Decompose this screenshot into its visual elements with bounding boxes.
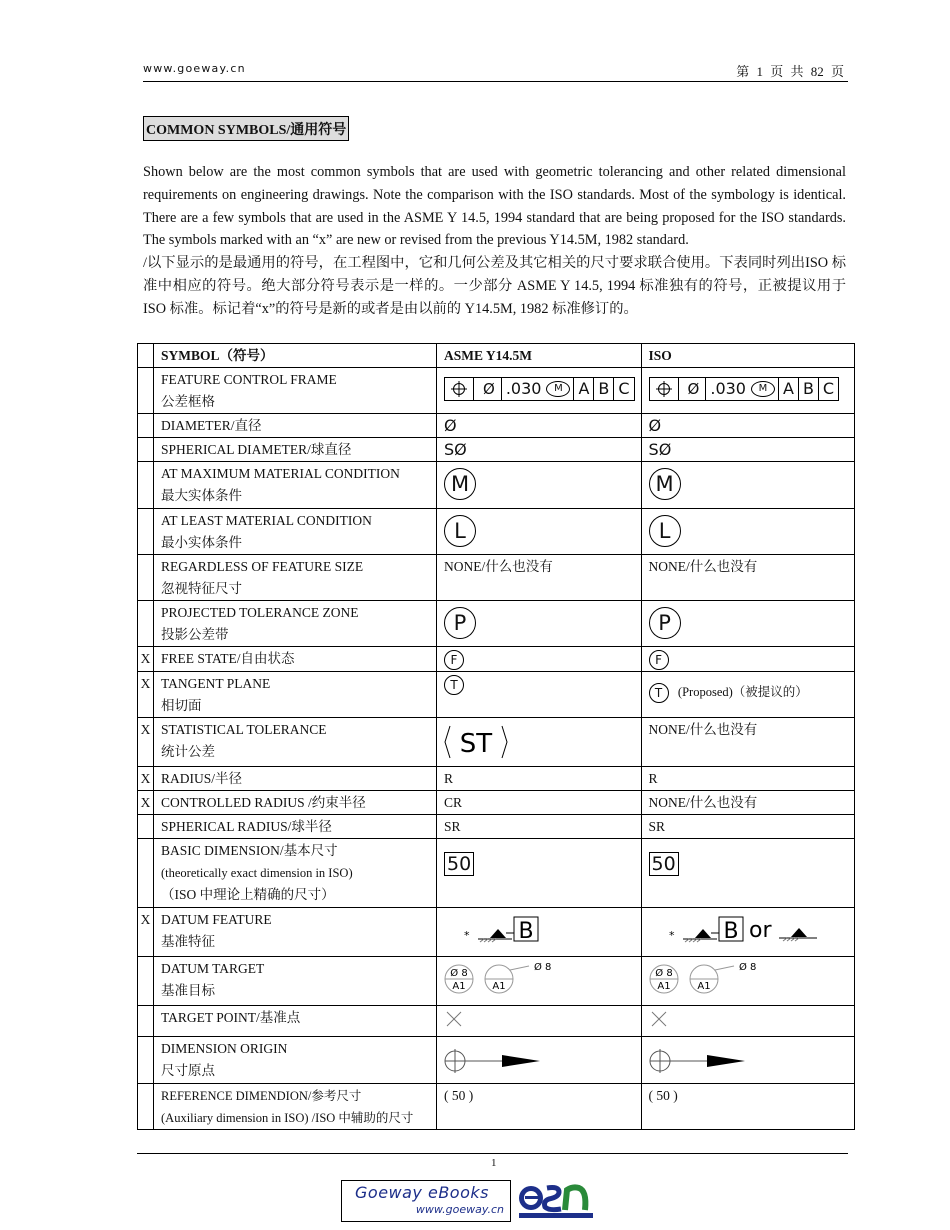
lmc-symbol: L <box>444 515 476 547</box>
datum-target-symbol <box>444 958 564 998</box>
footer-rule <box>137 1153 848 1154</box>
feature-control-frame: Ø .030 M A B C <box>649 377 840 401</box>
table-row: TARGET POINT/基准点 <box>138 1006 855 1037</box>
free-state-symbol: F <box>444 650 464 670</box>
table-row: FEATURE CONTROL FRAME 公差框格 Ø .030 M A B C Ø .030 M A B C <box>138 368 855 414</box>
tangent-plane-symbol: T <box>649 683 669 703</box>
svg-text:or: or <box>748 918 772 943</box>
table-row: X STATISTICAL TOLERANCE 统计公差 ST NONE/什么也没有 <box>138 718 855 767</box>
svg-text:ST: ST <box>459 729 493 759</box>
header-asme: ASME Y14.5M <box>437 344 642 368</box>
free-state-symbol: F <box>649 650 669 670</box>
dimension-origin-symbol <box>649 1046 749 1076</box>
svg-text:A1: A1 <box>656 981 671 992</box>
lmc-symbol: L <box>649 515 681 547</box>
table-row: SPHERICAL RADIUS/球半径 SR SR <box>138 815 855 839</box>
svg-text:A1: A1 <box>452 981 466 992</box>
symbols-table <box>137 343 855 1130</box>
tangent-plane-symbol: T <box>444 675 464 695</box>
basic-dimension-box: 50 <box>444 852 474 876</box>
table-row: AT MAXIMUM MATERIAL CONDITION 最大实体条件 M M <box>138 462 855 509</box>
svg-text:Ø 8: Ø 8 <box>654 968 673 979</box>
diameter-icon: Ø <box>483 380 495 398</box>
fcf-iso <box>641 368 854 414</box>
goeway-ebooks-logo: Goeway eBooks www.goeway.cn <box>341 1180 511 1222</box>
table-header-row <box>138 344 855 368</box>
datum-feature-symbol <box>649 909 829 949</box>
table-row: X FREE STATE/自由状态 F F <box>138 647 855 672</box>
svg-text:B: B <box>518 919 534 944</box>
table-row: PROJECTED TOLERANCE ZONE 投影公差带 P P <box>138 601 855 647</box>
section-title: COMMON SYMBOLS/通用符号 <box>143 116 349 141</box>
page-number: 1 <box>491 1157 497 1169</box>
mmc-symbol: M <box>649 468 681 500</box>
intro-english: Shown below are the most common symbols that are used with geometric tolerancing and other related dimensional requirements on engineering drawings. Note the comparison with the ISO standards. Most of the symbology is identical. There are a few symbols that are used in the ASME Y 14.5, 1994 standard that are being proposed for the ISO standards. The symbols marked with an “x” are new or revised from the previous Y14.5M, 1982 standard. <box>143 164 846 249</box>
table-row: SPHERICAL DIAMETER/球直径 SØ SØ <box>138 438 855 462</box>
datum-target-symbol <box>649 958 769 998</box>
basic-dimension-box: 50 <box>649 852 679 876</box>
table-row: DIMENSION ORIGIN 尺寸原点 <box>138 1037 855 1084</box>
table-row: AT LEAST MATERIAL CONDITION 最小实体条件 L L <box>138 509 855 555</box>
esn-logo-icon <box>517 1180 595 1220</box>
header-site: www.goeway.cn <box>143 62 246 75</box>
table-row: REFERENCE DIMENDION/参考尺寸 (Auxiliary dimension in ISO) /ISO 中辅助的尺寸 ( 50 ) ( 50 ) <box>138 1084 855 1130</box>
svg-text:Ø 8: Ø 8 <box>738 962 756 973</box>
position-icon <box>650 378 678 400</box>
projected-zone-symbol: P <box>444 607 476 639</box>
intro-chinese: /以下显示的是最通用的符号，在工程图中，它和几何公差及其它相关的尺寸要求联合使用。下表同时列出ISO 标准中相应的符号。绝大部分符号表示是一样的。一少部分 ASME Y 14.5, 1994 标准独有的符号，正被提议用于 ISO 标准。标记着“x”的符号是新的或者是由以前的 Y14.5M, 1982 标准修订的。 <box>143 255 846 317</box>
mmc-symbol: M <box>444 468 476 500</box>
projected-zone-symbol: P <box>649 607 681 639</box>
header-page-info: 第 1 页 共 82 页 <box>736 64 844 79</box>
svg-text:*: * <box>464 929 470 942</box>
statistical-tolerance-symbol <box>444 725 508 759</box>
feature-control-frame: Ø .030 M A B C <box>444 377 635 401</box>
diameter-icon: Ø <box>687 380 700 398</box>
table-row: DIAMETER/直径 Ø Ø <box>138 414 855 438</box>
table-row: X TANGENT PLANE 相切面 T T (Proposed)（被提议的） <box>138 672 855 718</box>
header-symbol: SYMBOL（符号） <box>154 344 437 368</box>
table-row: X DATUM FEATURE 基准特征 * B * B or <box>138 908 855 957</box>
proposed-note: (Proposed)（被提议的） <box>677 685 808 699</box>
position-icon <box>445 378 473 400</box>
table-row: DATUM TARGET 基准目标 Ø 8 A1 A1 Ø 8 Ø 8 A1 A1 Ø 8 <box>138 957 855 1006</box>
table-row: X CONTROLLED RADIUS /约束半径 CR NONE/什么也没有 <box>138 791 855 815</box>
header-rule <box>143 81 848 82</box>
svg-text:A1: A1 <box>696 981 711 992</box>
table-row: REGARDLESS OF FEATURE SIZE 忽视特征尺寸 NONE/什么也没有 NONE/什么也没有 <box>138 555 855 601</box>
target-point-icon <box>444 1009 464 1029</box>
table-row: BASIC DIMENSION/基本尺寸 (theoretically exact dimension in ISO) （ISO 中理论上精确的尺寸） 50 50 <box>138 839 855 908</box>
datum-feature-symbol <box>444 909 554 949</box>
svg-text:B: B <box>723 919 739 944</box>
dimension-origin-symbol <box>444 1046 544 1076</box>
svg-text:*: * <box>668 929 675 942</box>
svg-text:Ø 8: Ø 8 <box>450 968 468 979</box>
svg-text:A1: A1 <box>492 981 506 992</box>
target-point-icon <box>649 1009 669 1029</box>
fcf-asme <box>437 368 642 414</box>
header-iso: ISO <box>641 344 854 368</box>
svg-text:Ø 8: Ø 8 <box>534 962 552 973</box>
table-row: X RADIUS/半径 R R <box>138 767 855 791</box>
intro-paragraph <box>143 161 846 321</box>
